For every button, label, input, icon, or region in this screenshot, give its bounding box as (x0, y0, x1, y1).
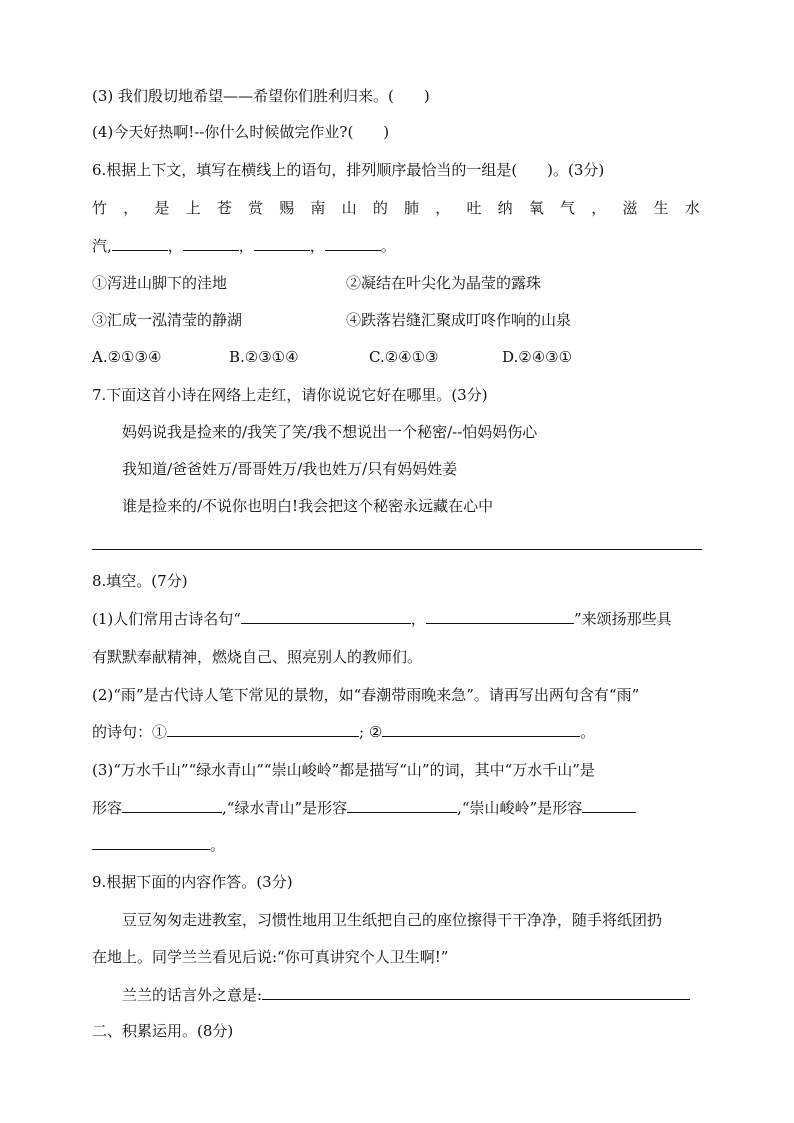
q7-poem-line-1: 妈妈说我是捡来的/我笑了笑/我不想说出一个秘密/--怕妈妈伤心 (122, 423, 538, 441)
q6-passage-char: 气 (560, 199, 576, 217)
q6-option-2: ②凝结在叶尖化为晶莹的露珠 (346, 274, 542, 292)
q8-3-blank-3a (582, 798, 636, 813)
q6-stem: 6.根据上下文，填写在横线上的语句，排列顺序最恰当的一组是( )。(3分) (92, 161, 605, 179)
q8-sub-3: (3)“万水千山”“绿水青山”“崇山峻岭”都是描写“山”的词，其中“万水千山”是 (92, 761, 595, 779)
q6-passage-char: 吐 (466, 199, 482, 217)
q9-stem: 9.根据下面的内容作答。(3分) (92, 873, 293, 891)
q6-choice-d: D.②④③① (502, 348, 573, 366)
q7-poem-line-2: 我知道/爸爸姓万/哥哥姓万/我也姓万/只有妈妈姓姜 (122, 460, 458, 478)
q6-blank-1 (112, 236, 168, 251)
q6-passage-char: 山 (341, 199, 357, 217)
q7-answer-line (92, 549, 702, 550)
q7-poem-line-3: 谁是捡来的/不说你也明白!我会把这个秘密永远藏在心中 (122, 497, 494, 515)
q6-choice-c: C.②④①③ (369, 348, 439, 366)
q6-blank-3 (254, 236, 310, 251)
q8-1-blank-2 (426, 609, 574, 624)
q6-passage-char: 南 (310, 199, 326, 217)
q6-passage-cont: 汽, ， ， ， 。 (92, 237, 396, 255)
q6-passage-char: 是 (154, 199, 170, 217)
q8-sub-3-cont-2: 。 (92, 835, 225, 855)
q6-passage-char: 上 (185, 199, 201, 217)
q5-item-4: (4)今天好热啊!--你什么时候做完作业?( ) (92, 123, 390, 141)
q6-passage-char: 竹 (92, 199, 108, 217)
q6-passage-char: 的 (372, 199, 388, 217)
q6-passage-char: 生 (653, 199, 669, 217)
q6-choice-a: A.②①③④ (92, 348, 162, 366)
q6-blank-4 (325, 236, 381, 251)
q9-answer-blank (262, 985, 690, 1000)
q9-answer-prompt: 兰兰的话言外之意是: (122, 985, 690, 1005)
q6-passage-line (92, 198, 700, 218)
q6-option-3: ③汇成一泓清莹的静湖 (92, 311, 243, 329)
q6-passage-char: 苍 (216, 199, 232, 217)
q6-passage-char: 纳 (497, 199, 513, 217)
q6-passage-char: ， (123, 199, 139, 217)
q8-sub-3-cont: 形容 ,“绿水青山”是形容 ,“崇山峻岭”是形容 (92, 798, 636, 818)
q7-stem: 7.下面这首小诗在网络上走红，请你说说它好在哪里。(3分) (92, 386, 488, 404)
q8-sub-2: (2)“雨”是古代诗人笔下常见的景物，如“春潮带雨晚来急”。请再写出两句含有“雨” (92, 686, 640, 704)
q8-3-blank-1 (122, 798, 222, 813)
q6-option-1: ①泻进山脚下的洼地 (92, 274, 228, 292)
q6-blank-2 (183, 236, 239, 251)
q8-sub-1: (1)人们常用古诗名句“ ， ”来颂扬那些具 (92, 610, 672, 628)
q6-passage-char: ， (435, 199, 451, 217)
q5-item-3: (3) 我们殷切地希望——希望你们胜利归来。( ) (92, 87, 430, 105)
q6-passage-char: 赐 (279, 199, 295, 217)
q8-2-blank-2 (382, 722, 580, 737)
q9-passage-1: 豆豆匆匆走进教室，习惯性地用卫生纸把自己的座位擦得干干净净，随手将纸团扔 (122, 911, 663, 929)
q6-passage-char: 赏 (248, 199, 264, 217)
q6-passage-char: 滋 (622, 199, 638, 217)
q8-1-blank-1 (241, 609, 411, 624)
q8-3-blank-2 (347, 798, 457, 813)
q6-passage-char: 肺 (404, 199, 420, 217)
q8-2-blank-1 (167, 722, 359, 737)
q6-choice-b: B.②③①④ (229, 348, 299, 366)
q6-passage-char: 水 (684, 199, 700, 217)
q9-passage-2: 在地上。同学兰兰看见后说:“你可真讲究个人卫生啊!” (92, 948, 449, 966)
q8-sub-1-cont: 有默默奉献精神，燃烧自己、照亮别人的教师们。 (92, 648, 423, 666)
q6-option-4: ④跌落岩缝汇聚成叮咚作响的山泉 (346, 311, 572, 329)
section-2-title: 二、积累运用。(8分) (92, 1022, 234, 1040)
q6-passage-char: ， (591, 199, 607, 217)
q8-sub-2-cont: 的诗句：① ; ② 。 (92, 723, 596, 741)
q8-stem: 8.填空。(7分) (92, 572, 188, 590)
q6-passage-char: 氧 (528, 199, 544, 217)
q8-3-blank-3b (92, 835, 210, 850)
